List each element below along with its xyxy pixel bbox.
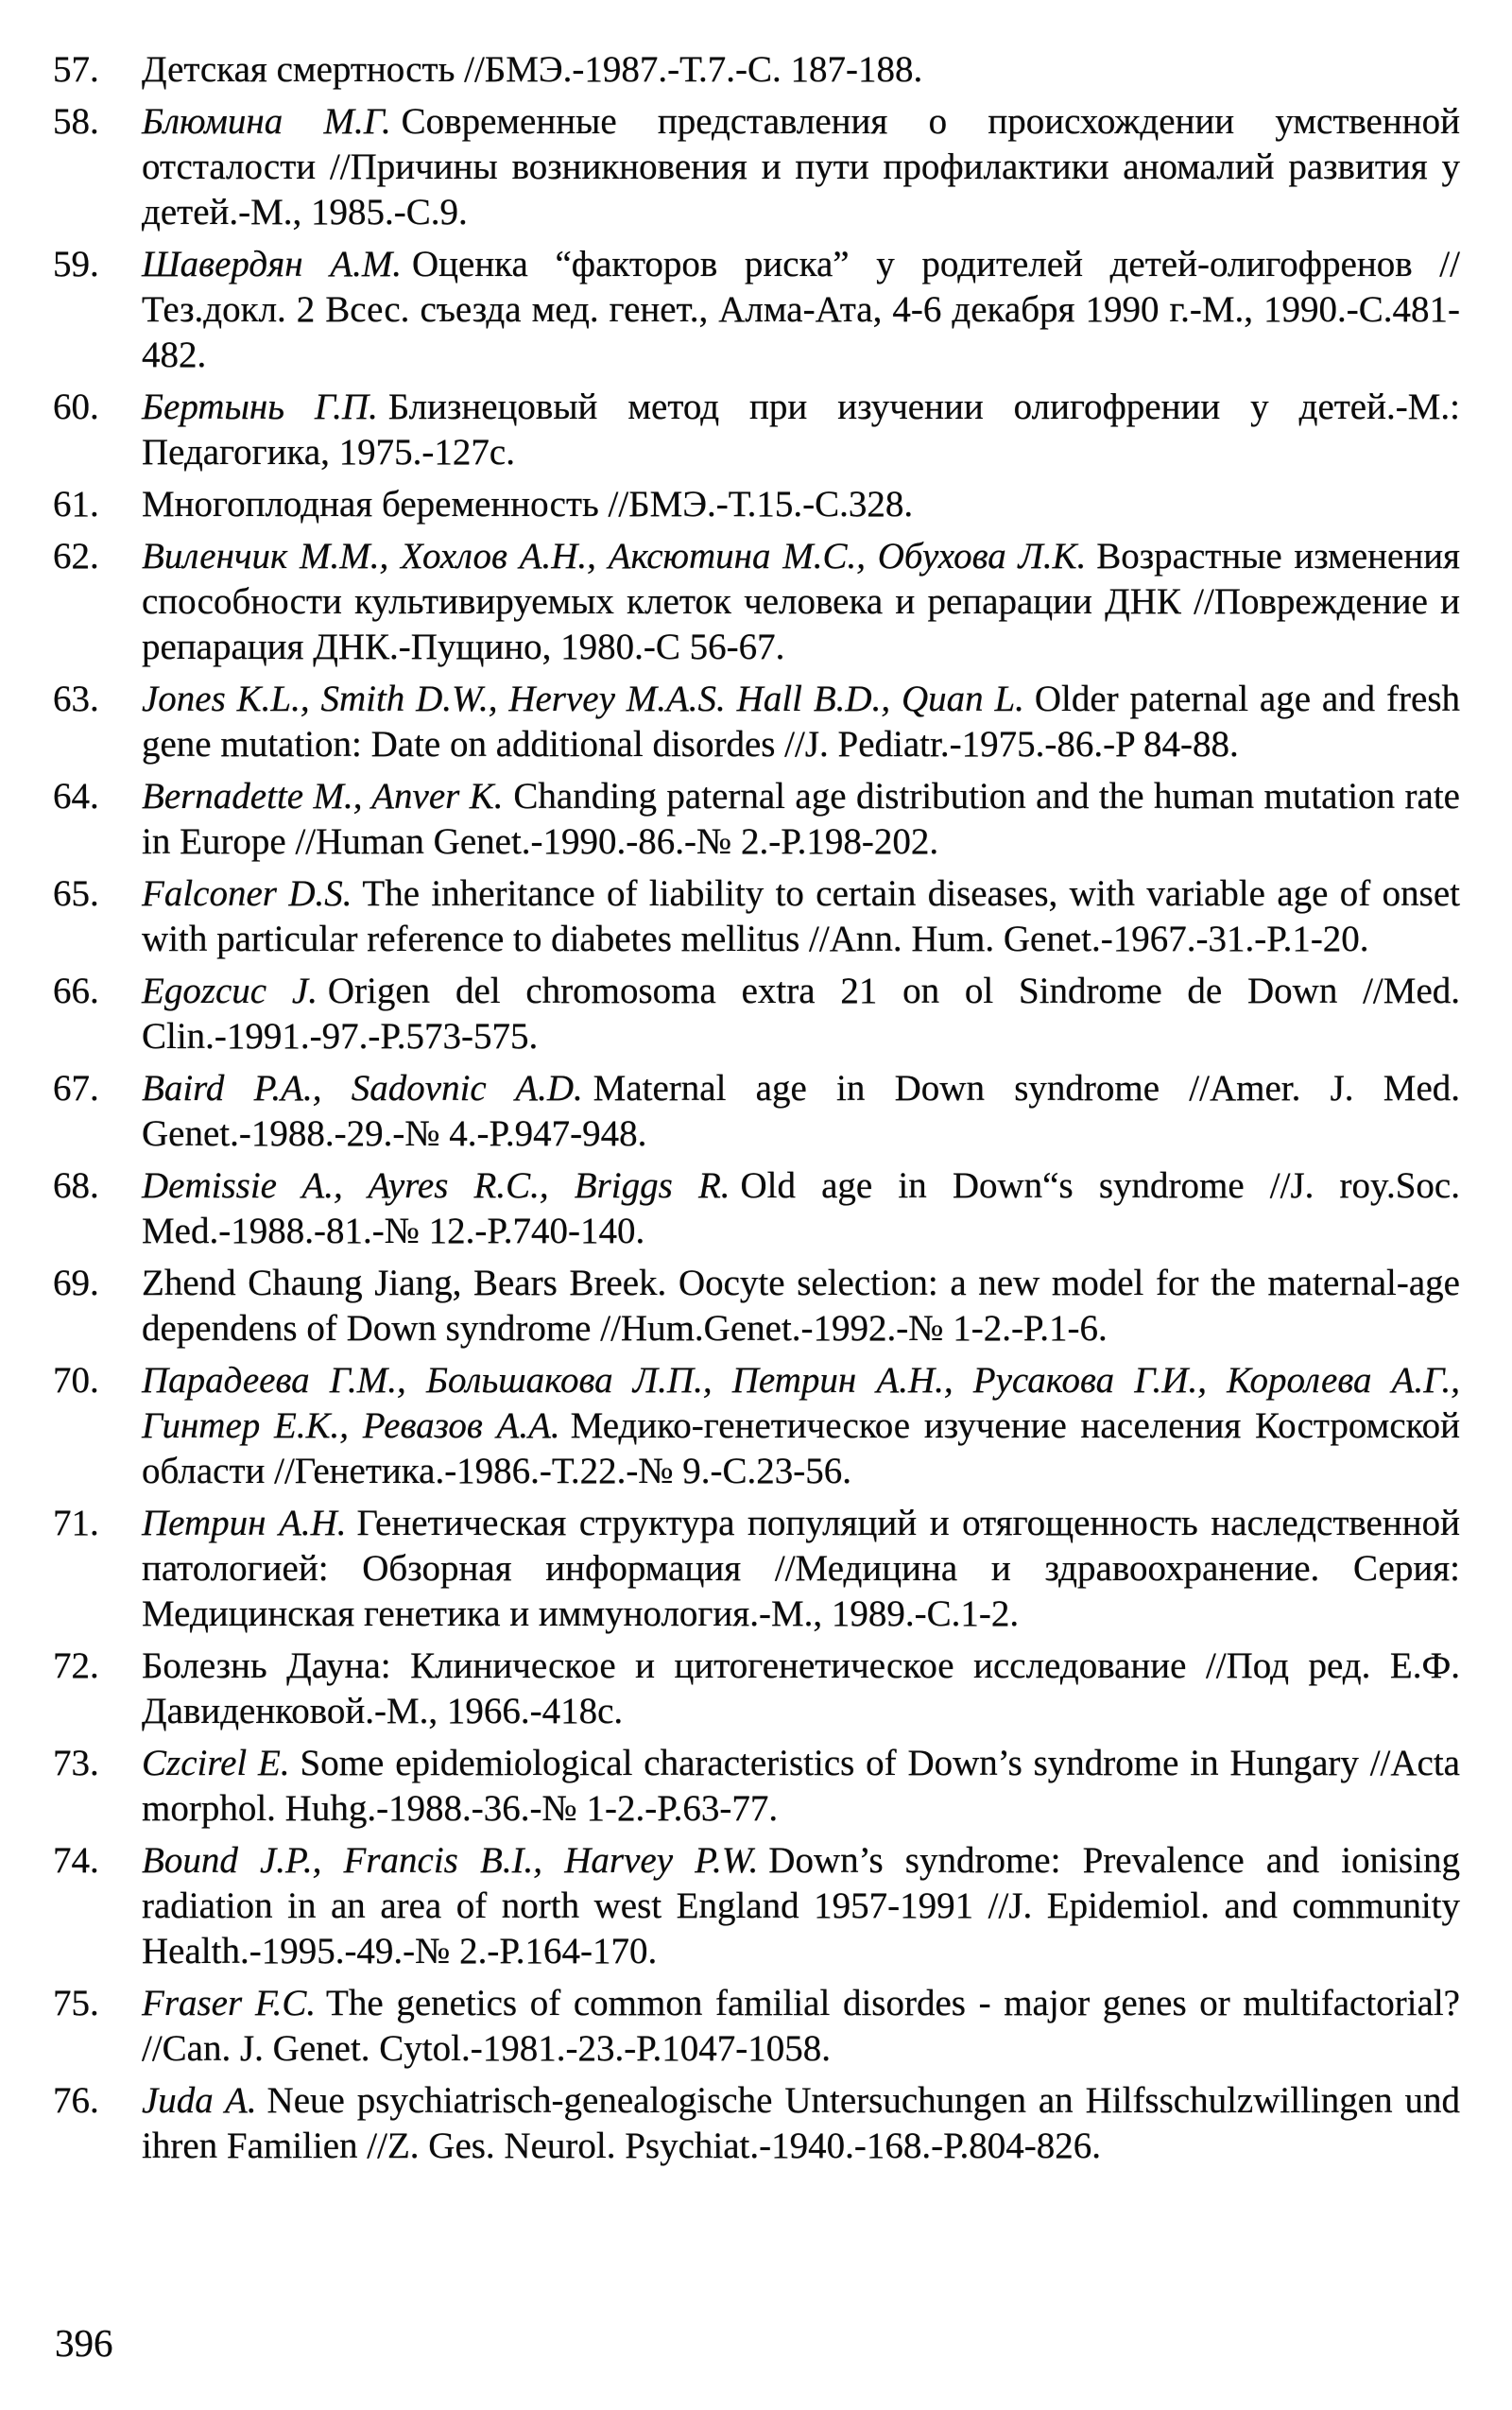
reference-entry: [142, 1741, 1460, 1832]
reference-item: [53, 385, 1460, 475]
reference-number: 65.: [53, 873, 99, 914]
reference-item: [53, 1741, 1460, 1832]
reference-author: Бертынь Г.П.: [142, 387, 378, 427]
reference-entry: [142, 677, 1460, 767]
reference-citation-text: The inheritance of liability to certain diseases, with variable age of onset with particular reference to diabetes mellitus //Ann. Hum. Genet.-1967.-31.-P.1-20.: [142, 873, 1460, 959]
reference-entry: [142, 1358, 1460, 1494]
reference-number: 69.: [53, 1263, 99, 1303]
reference-item: [53, 871, 1460, 962]
reference-author: Блюмина М.Г.: [142, 101, 391, 142]
reference-item: [53, 1163, 1460, 1254]
reference-author: Bound J.P., Francis B.I., Harvey P.W.: [142, 1840, 759, 1881]
reference-entry: [142, 774, 1460, 865]
reference-item: [53, 482, 1460, 527]
reference-number: 63.: [53, 679, 99, 719]
reference-citation-text: Многоплодная беременность //БМЭ.-Т.15.-С.328.: [142, 484, 914, 525]
reference-author: Fraser F.C.: [142, 1983, 317, 2023]
reference-citation-text: Down’s syndrome: Prevalence and ionising radiation in an area of north west England 1957-1991 //J. Epidemiol. and community Health.-1995.-49.-№ 2.-P.164-170.: [142, 1840, 1460, 1971]
reference-number: 72.: [53, 1645, 99, 1686]
reference-entry: [142, 385, 1460, 475]
reference-number: 64.: [53, 776, 99, 817]
reference-number: 67.: [53, 1068, 99, 1109]
reference-item: [53, 1501, 1460, 1637]
reference-item: [53, 1358, 1460, 1494]
reference-entry: [142, 1501, 1460, 1637]
reference-number: 60.: [53, 387, 99, 427]
reference-number: 59.: [53, 244, 99, 284]
reference-item: [53, 47, 1460, 93]
reference-item: [53, 1066, 1460, 1157]
reference-citation-text: The genetics of common familial disordes - major genes or multifactorial? //Can. J. Genet. Cytol.-1981.-23.-P.1047-1058.: [142, 1983, 1460, 2069]
reference-number: 74.: [53, 1840, 99, 1881]
reference-author: Falconer D.S.: [142, 873, 352, 914]
reference-author: Парадеева Г.М., Большакова Л.П., Петрин А.Н., Русакова Г.И., Королева А.Г., Гинтер Е.К., Ревазов А.А.: [142, 1360, 1460, 1446]
reference-number: 62.: [53, 536, 99, 577]
reference-citation-text: Maternal age in Down syndrome //Amer. J. Med. Genet.-1988.-29.-№ 4.-P.947-948.: [142, 1068, 1460, 1154]
reference-author: Bernadette M., Anver K.: [142, 776, 504, 817]
reference-number: 66.: [53, 971, 99, 1011]
reference-item: [53, 1838, 1460, 1974]
reference-citation-text: Современные представления о происхождении умственной отсталости //Причины возникновения и пути профилактики аномалий развития у детей.-М., 1985.-С.9.: [142, 101, 1460, 232]
reference-entry: [142, 2078, 1460, 2169]
reference-author: Виленчик М.М., Хохлов А.Н., Аксютина М.С., Обухова Л.К.: [142, 536, 1087, 577]
reference-author: Шавердян А.М.: [142, 244, 403, 284]
reference-author: Петрин А.Н.: [142, 1503, 347, 1543]
reference-author: Jones K.L., Smith D.W., Hervey M.A.S. Hall B.D., Quan L.: [142, 679, 1024, 719]
reference-item: [53, 534, 1460, 670]
reference-citation-text: Neue psychiatrisch-genealogische Untersuchungen an Hilfsschulzwillingen und ihren Familien //Z. Ges. Neurol. Psychiat.-1940.-168.-P.804-826.: [142, 2080, 1460, 2166]
reference-citation-text: Детская смертность //БМЭ.-1987.-Т.7.-С. 187-188.: [142, 49, 923, 90]
reference-number: 57.: [53, 49, 99, 90]
reference-citation-text: Близнецовый метод при изучении олигофрении у детей.-М.: Педагогика, 1975.-127с.: [142, 387, 1460, 473]
reference-citation-text: Генетическая структура популяций и отягощенность наследственной патологией: Обзорная информация //Медицина и здравоохранение. Серия: Медицинская генетика и иммунология.-М., 1989.-С.1-2.: [142, 1503, 1460, 1634]
reference-item: [53, 2078, 1460, 2169]
reference-citation-text: Older paternal age and fresh gene mutation: Date on additional disordes //J. Pediatr.-1975.-86.-P 84-88.: [142, 679, 1460, 765]
reference-entry: [142, 1163, 1460, 1254]
reference-citation-text: Оценка “факторов риска” у родителей детей-олигофренов //Тез.докл. 2 Всес. съезда мед. генет., Алма-Ата, 4-6 декабря 1990 г.-М., 1990.-С.481-482.: [142, 244, 1460, 375]
reference-entry: [142, 871, 1460, 962]
reference-number: 73.: [53, 1743, 99, 1783]
reference-citation-text: Возрастные изменения способности культивируемых клеток человека и репарации ДНК //Повреждение и репарация ДНК.-Пущино, 1980.-С 56-67.: [142, 536, 1460, 667]
reference-item: [53, 99, 1460, 235]
reference-citation-text: Zhend Chaung Jiang, Bears Breek. Oocyte selection: a new model for the maternal-age dependens of Down syndrome //Hum.Genet.-1992.-№ 1-2.-P.1-6.: [142, 1263, 1460, 1349]
reference-entry: [142, 47, 1460, 93]
reference-citation-text: Болезнь Дауна: Клиническое и цитогенетическое исследование //Под ред. Е.Ф. Давиденковой.-М., 1966.-418с.: [142, 1645, 1460, 1731]
reference-author: Egozcuc J.: [142, 971, 318, 1011]
reference-entry: [142, 534, 1460, 670]
reference-citation-text: Some epidemiological characteristics of Down’s syndrome in Hungary //Acta morphol. Huhg.-1988.-36.-№ 1-2.-P.63-77.: [142, 1743, 1460, 1829]
reference-item: [53, 774, 1460, 865]
reference-item: [53, 677, 1460, 767]
reference-number: 71.: [53, 1503, 99, 1543]
reference-entry: [142, 482, 1460, 527]
reference-entry: [142, 1838, 1460, 1974]
reference-item: [53, 242, 1460, 378]
reference-author: Czcirel E.: [142, 1743, 290, 1783]
reference-entry: [142, 1066, 1460, 1157]
reference-citation-text: Медико-генетическое изучение населения Костромской области //Генетика.-1986.-Т.22.-№ 9.-С.23-56.: [142, 1405, 1460, 1491]
page-number: 396: [55, 2321, 113, 2365]
reference-author: Demissie A., Ayres R.C., Briggs R.: [142, 1165, 730, 1206]
reference-number: 61.: [53, 484, 99, 525]
reference-author: Juda A.: [142, 2080, 257, 2121]
reference-entry: [142, 1261, 1460, 1351]
reference-citation-text: Old age in Down“s syndrome //J. roy.Soc. Med.-1988.-81.-№ 12.-P.740-140.: [142, 1165, 1460, 1251]
reference-item: [53, 1261, 1460, 1351]
reference-entry: [142, 99, 1460, 235]
reference-number: 68.: [53, 1165, 99, 1206]
reference-number: 75.: [53, 1983, 99, 2023]
reference-list: [53, 47, 1460, 2169]
reference-entry: [142, 1981, 1460, 2072]
reference-item: [53, 1981, 1460, 2072]
reference-entry: [142, 969, 1460, 1059]
reference-number: 58.: [53, 101, 99, 142]
reference-author: Baird P.A., Sadovnic A.D.: [142, 1068, 583, 1109]
reference-entry: [142, 1644, 1460, 1734]
reference-citation-text: Chanding paternal age distribution and the human mutation rate in Europe //Human Genet.-1990.-86.-№ 2.-P.198-202.: [142, 776, 1460, 862]
reference-number: 70.: [53, 1360, 99, 1401]
reference-number: 76.: [53, 2080, 99, 2121]
reference-entry: [142, 242, 1460, 378]
reference-item: [53, 1644, 1460, 1734]
reference-citation-text: Origen del chromosoma extra 21 on ol Sindrome de Down //Med. Clin.-1991.-97.-P.573-575.: [142, 971, 1460, 1057]
reference-item: [53, 969, 1460, 1059]
